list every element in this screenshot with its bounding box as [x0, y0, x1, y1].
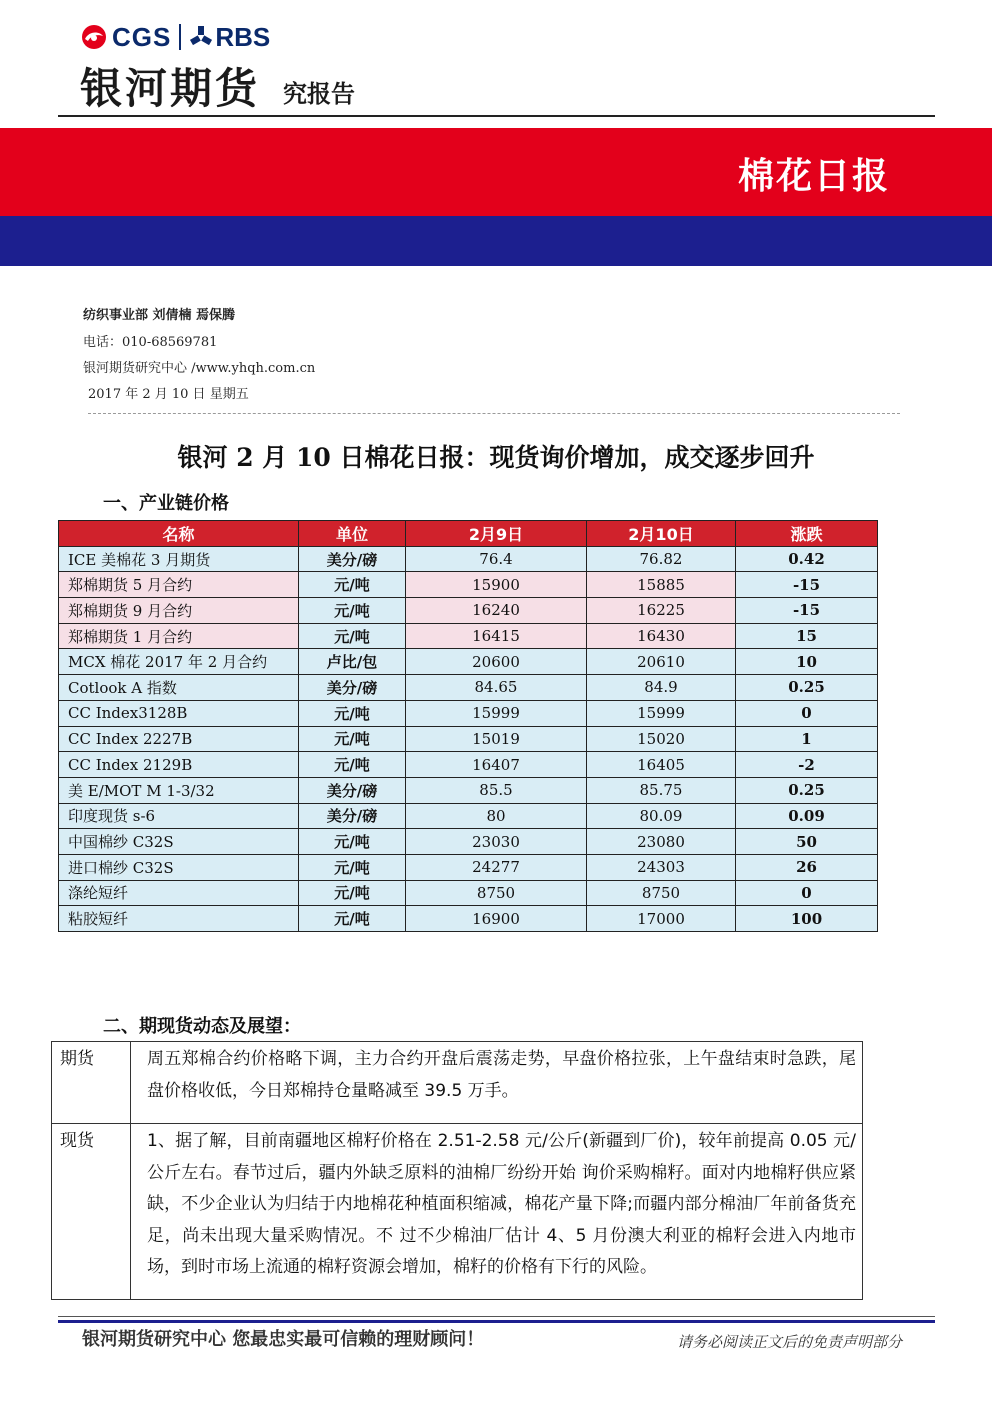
col-header-feb10: 2月10日	[587, 521, 736, 547]
cell-feb10: 15999	[587, 700, 736, 726]
cell-feb9: 85.5	[406, 777, 587, 803]
table-row	[59, 752, 878, 778]
cell-unit: 美分/磅	[299, 675, 406, 701]
phone: 电话：010-68569781	[83, 335, 218, 350]
cell-unit: 元/吨	[299, 623, 406, 649]
spot-text: 1、据了解，目前南疆地区棉籽价格在 2.51-2.58 元/公斤(新疆到厂价)，较年前提高 0.05 元/公斤左右。春节过后，疆内外缺乏原料的油棉厂纷纷开始 询价采购棉籽。面对内地棉籽供应紧缺，不少企业认为归结于内地棉花种植面积缩减，棉花产量下降;而疆内部分棉油厂年前备货充足，尚未出现大量采购情况。不 过不少棉油厂估计 4、5 月份澳大利亚的棉籽会进入内地市场，到时市场上流通的棉籽资源会增加，棉籽的价格有下行的风险。	[131, 1124, 863, 1300]
table-row	[59, 623, 878, 649]
cell-name: 中国棉纱 C32S	[59, 829, 299, 855]
cell-feb9: 16900	[406, 906, 587, 932]
price-table-header	[59, 521, 878, 547]
cell-name: CC Index3128B	[59, 700, 299, 726]
cell-feb10: 17000	[587, 906, 736, 932]
cell-name: CC Index 2227B	[59, 726, 299, 752]
cell-feb9: 84.65	[406, 675, 587, 701]
cell-change: 0.25	[736, 777, 878, 803]
col-header-unit: 单位	[299, 521, 406, 547]
cell-feb9: 76.4	[406, 546, 587, 572]
table-row	[59, 777, 878, 803]
cell-unit: 美分/磅	[299, 803, 406, 829]
cell-feb9: 16240	[406, 598, 587, 624]
table-row	[59, 572, 878, 598]
cell-feb10: 15885	[587, 572, 736, 598]
table-row	[59, 854, 878, 880]
outlook-row-futures	[52, 1042, 863, 1124]
cell-name: 粘胶短纤	[59, 906, 299, 932]
cell-change: -2	[736, 752, 878, 778]
cell-name: 印度现货 s-6	[59, 803, 299, 829]
outlook-row-spot	[52, 1124, 863, 1300]
report-date: 2017 年 2 月 10 日 星期五	[88, 387, 249, 402]
cell-change: 100	[736, 906, 878, 932]
report-title: 棉花日报	[737, 156, 890, 197]
futures-label: 期货	[52, 1042, 131, 1124]
cell-change: 0.25	[736, 675, 878, 701]
title-band	[0, 128, 992, 216]
table-row	[59, 829, 878, 855]
cell-change: 0.42	[736, 546, 878, 572]
rbs-daisy-icon	[189, 25, 213, 49]
price-table	[58, 520, 878, 932]
cell-name: 涤纶短纤	[59, 880, 299, 906]
blue-band	[0, 216, 992, 266]
cgs-swirl-icon	[80, 23, 108, 51]
table-row	[59, 700, 878, 726]
cell-unit: 元/吨	[299, 752, 406, 778]
authors: 纺织事业部 刘倩楠 焉保腾	[83, 308, 236, 323]
cell-name: Cotlook A 指数	[59, 675, 299, 701]
cell-unit: 卢比/包	[299, 649, 406, 675]
cell-name: 郑棉期货 1 月合约	[59, 623, 299, 649]
table-row	[59, 649, 878, 675]
cell-feb10: 16430	[587, 623, 736, 649]
cell-unit: 元/吨	[299, 572, 406, 598]
cell-change: 0	[736, 700, 878, 726]
price-table-body	[59, 546, 878, 931]
cell-feb10: 15020	[587, 726, 736, 752]
cell-feb9: 16407	[406, 752, 587, 778]
table-row	[59, 880, 878, 906]
table-row	[59, 675, 878, 701]
cell-feb9: 80	[406, 803, 587, 829]
cell-name: ICE 美棉花 3 月期货	[59, 546, 299, 572]
cell-unit: 元/吨	[299, 726, 406, 752]
cell-feb10: 76.82	[587, 546, 736, 572]
cell-change: 26	[736, 854, 878, 880]
website: 银河期货研究中心 /www.yhqh.com.cn	[83, 361, 316, 376]
main-title: 银河 2 月 10 日棉花日报：现货询价增加，成交逐步回升	[177, 443, 815, 472]
cell-name: MCX 棉花 2017 年 2 月合约	[59, 649, 299, 675]
cell-change: 50	[736, 829, 878, 855]
cell-name: CC Index 2129B	[59, 752, 299, 778]
logo-cgs-text: CGS	[112, 21, 172, 52]
cell-feb9: 24277	[406, 854, 587, 880]
logo-divider	[179, 24, 181, 50]
cell-change: 15	[736, 623, 878, 649]
cell-feb10: 8750	[587, 880, 736, 906]
section-heading-outlook: 二、期现货动态及展望：	[103, 1016, 301, 1037]
cell-change: -15	[736, 572, 878, 598]
cell-unit: 元/吨	[299, 700, 406, 726]
cell-feb9: 16415	[406, 623, 587, 649]
brand-logo	[80, 20, 270, 54]
spot-label: 现货	[52, 1124, 131, 1300]
cell-feb10: 16405	[587, 752, 736, 778]
futures-text: 周五郑棉合约价格略下调，主力合约开盘后震荡走势，早盘价格拉张，上午盘结束时急跌，尾盘价格收低，今日郑棉持仓量略减至 39.5 万手。	[131, 1042, 863, 1124]
footer-divider-thin	[58, 1316, 935, 1317]
cell-feb9: 20600	[406, 649, 587, 675]
table-row	[59, 546, 878, 572]
outlook-table	[51, 1041, 863, 1300]
cell-unit: 元/吨	[299, 598, 406, 624]
footer-divider-thick	[58, 1320, 935, 1323]
cell-unit: 美分/磅	[299, 546, 406, 572]
col-header-change: 涨跌	[736, 521, 878, 547]
cell-unit: 元/吨	[299, 829, 406, 855]
cell-unit: 元/吨	[299, 906, 406, 932]
header-divider	[58, 115, 935, 117]
cell-change: -15	[736, 598, 878, 624]
cell-unit: 美分/磅	[299, 777, 406, 803]
cell-feb10: 20610	[587, 649, 736, 675]
table-row	[59, 726, 878, 752]
table-row	[59, 598, 878, 624]
cell-change: 10	[736, 649, 878, 675]
company-name: 银河期货	[80, 64, 261, 113]
footer-disclaimer-note: 请务必阅读正文后的免责声明部分	[676, 1333, 902, 1351]
cell-change: 0.09	[736, 803, 878, 829]
cell-feb9: 23030	[406, 829, 587, 855]
cell-unit: 元/吨	[299, 880, 406, 906]
cell-name: 郑棉期货 5 月合约	[59, 572, 299, 598]
cell-name: 郑棉期货 9 月合约	[59, 598, 299, 624]
logo-rbs-text: RBS	[215, 21, 271, 52]
cell-feb10: 24303	[587, 854, 736, 880]
cell-change: 1	[736, 726, 878, 752]
dashed-divider	[88, 413, 900, 414]
col-header-feb9: 2月9日	[406, 521, 587, 547]
cell-feb9: 8750	[406, 880, 587, 906]
table-row	[59, 803, 878, 829]
footer-slogan: 银河期货研究中心 您最忠实最可信赖的理财顾问！	[82, 1329, 485, 1350]
cell-feb10: 85.75	[587, 777, 736, 803]
table-row	[59, 906, 878, 932]
cell-name: 美 E/MOT M 1-3/32	[59, 777, 299, 803]
col-header-name: 名称	[59, 521, 299, 547]
cell-name: 进口棉纱 C32S	[59, 854, 299, 880]
cell-feb10: 16225	[587, 598, 736, 624]
section-heading-prices: 一、产业链价格	[103, 493, 229, 514]
cell-feb10: 80.09	[587, 803, 736, 829]
cell-feb9: 15999	[406, 700, 587, 726]
cell-feb9: 15900	[406, 572, 587, 598]
cell-unit: 元/吨	[299, 854, 406, 880]
cell-feb9: 15019	[406, 726, 587, 752]
report-type: 究报告	[283, 80, 355, 108]
cell-feb10: 84.9	[587, 675, 736, 701]
cell-feb10: 23080	[587, 829, 736, 855]
cell-change: 0	[736, 880, 878, 906]
